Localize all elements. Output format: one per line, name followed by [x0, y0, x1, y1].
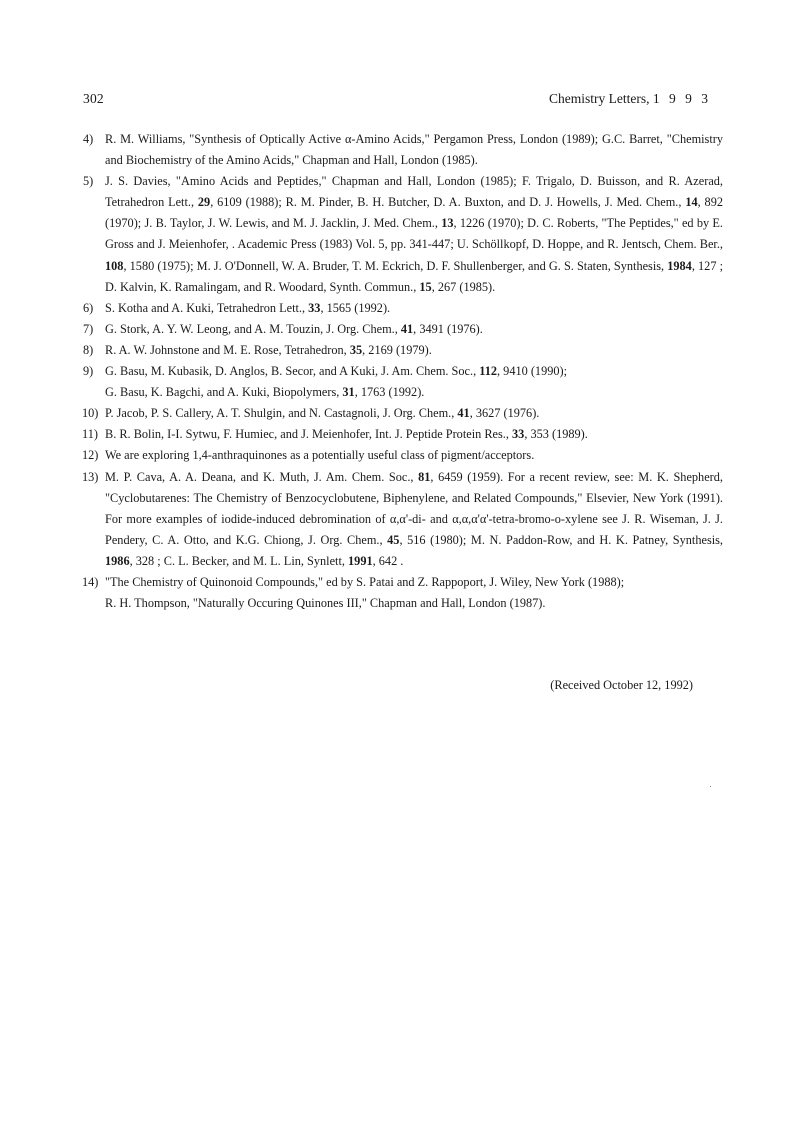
reference-text [105, 343, 432, 357]
reference-item [83, 298, 723, 319]
reference-number: 7) [83, 321, 94, 336]
scan-speck [710, 786, 711, 787]
reference-segment: , 6459 (1959). For a recent review, see: M. K. Shepherd, "Cyclobutarenes: The Chemistry of Benzocyclobutene, Biphenylene, and Related Compounds," Elsevier, New York (1991). For more examples of iodide-induced debromination of α,α'-di- and α,α,α'α'-tetra-bromo-o-xylene see J. R. Wiseman, J. J. Pendery, C. A. Otto, and K.G. Chiong, J. Org. Chem., [105, 469, 723, 547]
reference-item [83, 424, 723, 445]
volume-number: 1984 [667, 258, 692, 273]
volume-number: 45 [387, 532, 400, 547]
reference-segment: , 3491 (1976). [413, 321, 483, 336]
reference-item [83, 340, 723, 361]
reference-text [105, 427, 588, 441]
reference-text [105, 301, 390, 315]
reference-number: 5) [83, 174, 94, 189]
reference-text [105, 322, 483, 336]
reference-segment: , 892 (1970); J. B. Taylor, J. W. Lewis, and M. J. Jacklin, J. Med. Chem., [105, 195, 723, 231]
volume-number: 13 [441, 216, 454, 231]
reference-segment: "The Chemistry of Quinonoid Compounds," ed by S. Patai and Z. Rappoport, J. Wiley, New York (1988); [105, 574, 625, 589]
reference-segment: J. S. Davies, "Amino Acids and Peptides," Chapman and Hall, London (1985); F. Trigalo, D. Buisson, and R. Azerad, Tetrahedron Lett., [105, 174, 723, 210]
reference-segment: , 6109 (1988); R. M. Pinder, B. H. Butcher, D. A. Buxton, and D. J. Howells, J. Med. Chem., [210, 195, 686, 210]
volume-number: 14 [685, 195, 698, 210]
volume-number: 1986 [105, 553, 130, 568]
volume-number: 35 [349, 342, 363, 357]
reference-segment: R. H. Thompson, "Naturally Occuring Quinones III," Chapman and Hall, London (1987). [105, 596, 546, 611]
volume-number: 29 [197, 195, 211, 210]
volume-number: 1991 [348, 553, 373, 568]
reference-number: 6) [83, 300, 94, 315]
reference-segment: R. A. W. Johnstone and M. E. Rose, Tetrahedron, [105, 342, 350, 357]
reference-item [83, 171, 723, 298]
reference-segment: , 267 (1985). [431, 279, 496, 294]
reference-segment: S. Kotha and A. Kuki, Tetrahedron Lett., [105, 300, 309, 315]
reference-segment: , 1763 (1992). [354, 385, 425, 400]
reference-segment: , 2169 (1979). [362, 342, 432, 357]
reference-segment: G. Basu, K. Bagchi, and A. Kuki, Biopolymers, [105, 385, 343, 400]
reference-number: 4) [83, 132, 94, 146]
volume-number: 108 [105, 258, 124, 273]
volume-number: 31 [342, 385, 355, 400]
volume-number: 33 [512, 427, 525, 442]
reference-segment: M. P. Cava, A. A. Deana, and K. Muth, J. Am. Chem. Soc., [105, 469, 419, 484]
reference-number: 14) [82, 574, 99, 589]
reference-number: 8) [83, 342, 94, 357]
reference-segment: , 9410 (1990); [497, 364, 568, 379]
reference-segment: , 1580 (1975); M. J. O'Donnell, W. A. Bruder, T. M. Eckrich, D. F. Shullenberger, and G. S. Staten, Synthesis, [123, 258, 668, 273]
reference-item [83, 403, 723, 424]
reference-text [105, 470, 723, 568]
journal-name: Chemistry Letters, [549, 91, 650, 106]
reference-segment: , 3627 (1976). [469, 406, 540, 421]
volume-number: 41 [400, 321, 414, 336]
reference-item [83, 319, 723, 340]
reference-text [105, 132, 723, 167]
page-number: 302 [83, 91, 104, 106]
reference-number: 13) [82, 469, 99, 484]
volume-number: 15 [419, 279, 432, 294]
reference-segment: G. Stork, A. Y. W. Leong, and A. M. Touzin, J. Org. Chem., [105, 321, 401, 336]
reference-number: 9) [83, 364, 94, 379]
reference-item [83, 361, 723, 403]
reference-segment: , 127 ; D. Kalvin, K. Ramalingam, and R. Woodard, Synth. Commun., [105, 258, 723, 294]
reference-segment: G. Basu, M. Kubasik, D. Anglos, B. Secor, and A Kuki, J. Am. Chem. Soc., [105, 364, 480, 379]
reference-item [83, 445, 723, 466]
reference-text [105, 448, 534, 462]
journal-year: 1 9 9 3 [652, 91, 711, 106]
reference-item [83, 129, 723, 171]
volume-number: 41 [457, 406, 470, 421]
reference-text [105, 575, 624, 610]
reference-segment: , 516 (1980); M. N. Paddon-Row, and H. K. Patney, Synthesis, [399, 532, 724, 547]
reference-text [105, 406, 539, 420]
reference-list [83, 129, 723, 614]
volume-number: 112 [479, 364, 498, 379]
reference-segment: P. Jacob, P. S. Callery, A. T. Shulgin, and N. Castagnoli, J. Org. Chem., [105, 406, 458, 421]
reference-item [83, 572, 723, 614]
reference-number: 12) [82, 448, 99, 463]
reference-number: 10) [82, 406, 99, 421]
reference-segment: We are exploring 1,4-anthraquinones as a potentially useful class of pigment/acceptors. [105, 448, 535, 463]
running-head [549, 91, 711, 107]
reference-segment: , 328 ; C. L. Becker, and M. L. Lin, Synlett, [129, 553, 349, 568]
reference-text [105, 174, 723, 293]
reference-segment: B. R. Bolin, I-I. Sytwu, F. Humiec, and J. Meienhofer, Int. J. Peptide Protein Res., [105, 427, 513, 442]
reference-text [105, 364, 567, 399]
volume-number: 81 [418, 469, 431, 484]
reference-segment: , 353 (1989). [524, 427, 588, 442]
reference-segment: , 642 . [372, 553, 404, 568]
received-date: (Received October 12, 1992) [550, 678, 693, 692]
volume-number: 33 [308, 300, 321, 315]
reference-segment: , 1565 (1992). [320, 300, 391, 315]
reference-item [83, 467, 723, 572]
reference-number: 11) [82, 427, 98, 442]
reference-segment: R. M. Williams, "Synthesis of Optically Active α-Amino Acids," Pergamon Press, London (1989); G.C. Barret, "Chemistry and Biochemistry of the Amino Acids," Chapman and Hall, London (1985). [105, 132, 723, 168]
reference-segment: , 1226 (1970); D. C. Roberts, "The Peptides," ed by E. Gross and J. Meienhofer, . Academic Press (1983) Vol. 5, pp. 341-447; U. Schöllkopf, D. Hoppe, and R. Jentsch, Chem. Ber., [105, 216, 723, 252]
